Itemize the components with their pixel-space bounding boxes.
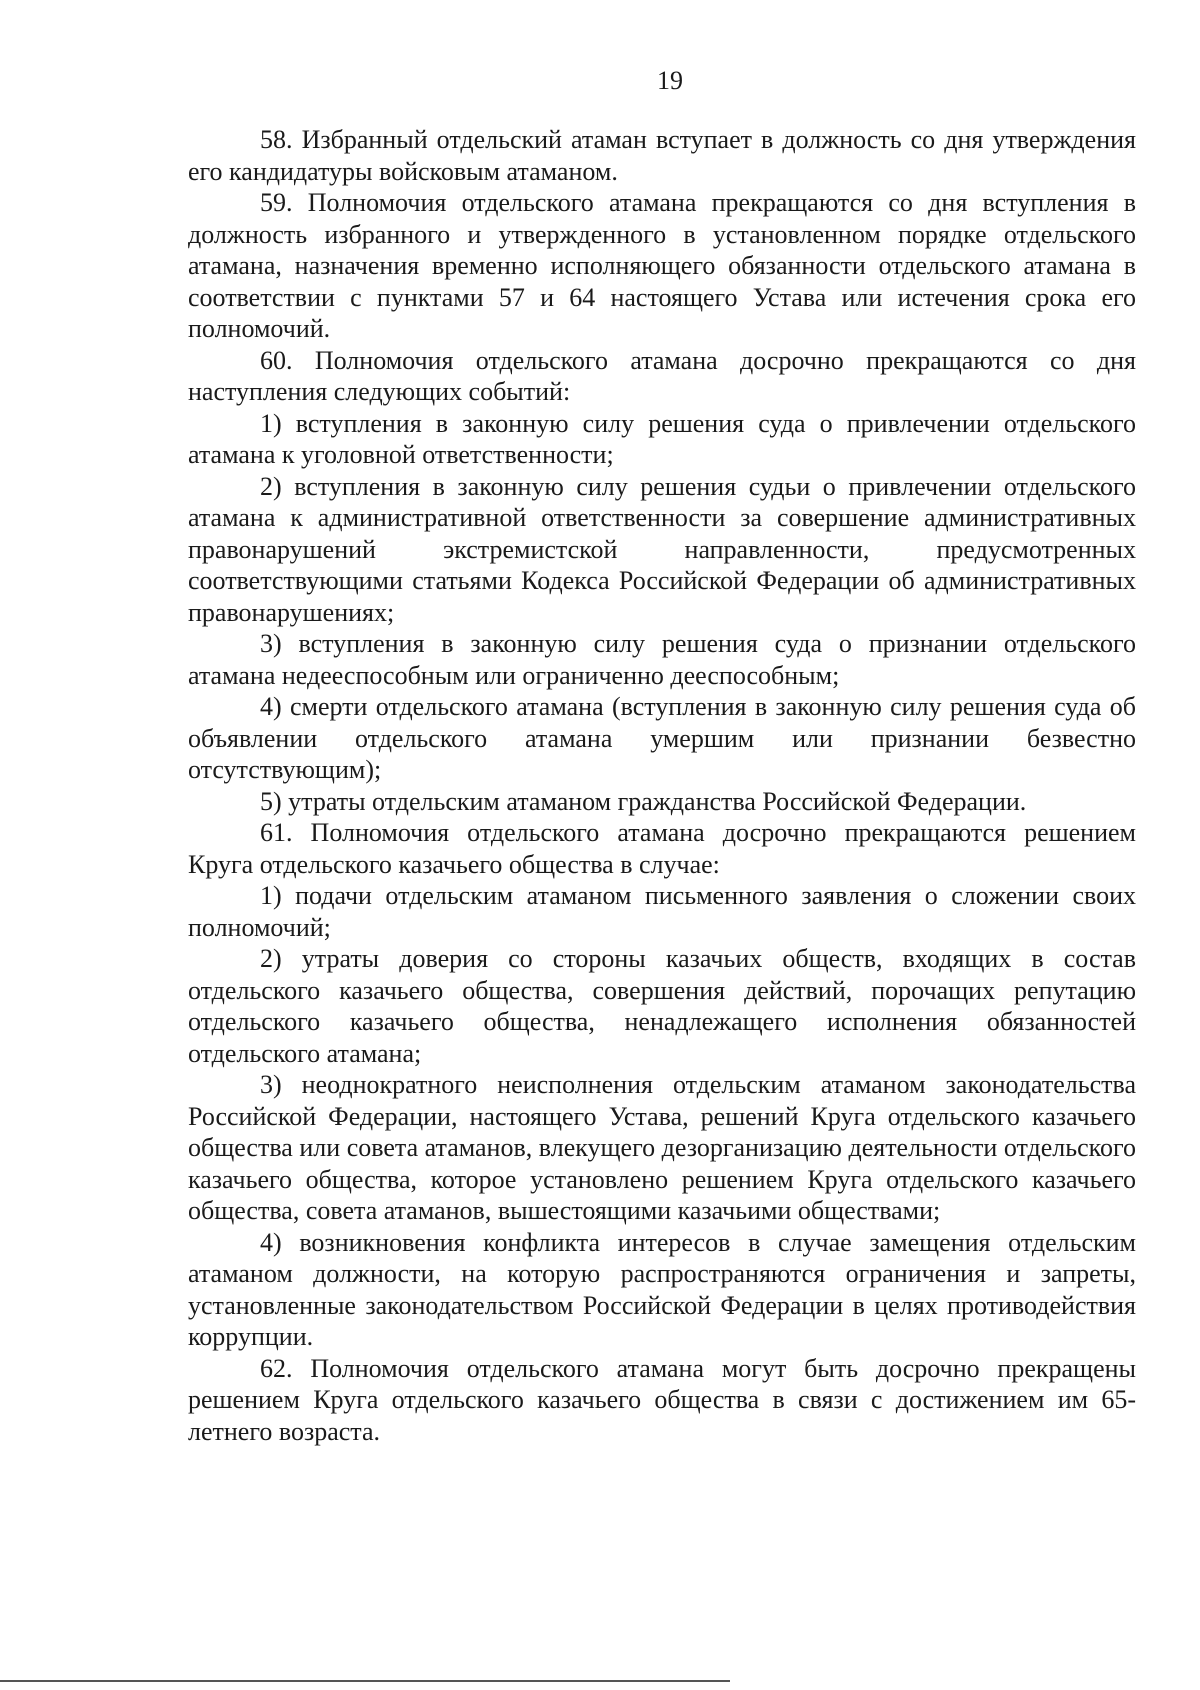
paragraph-60-item-3: 3) вступления в законную силу решения суда о признании отдельского атамана недееспособным или ограниченно дееспособным; (188, 629, 1136, 690)
paragraph-60-item-1: 1) вступления в законную силу решения суда о привлечении отдельского атамана к уголовной ответственности; (188, 408, 1136, 469)
paragraph-61-item-3: 3) неоднократного неисполнения отдельским атаманом законодательства Российской Федерации, настоящего Устава, решений Круга отдельского казачьего общества или совета атаманов, влекущего дезорганизацию деятельности отдельского казачьего общества, которое установлено решением Круга отдельского казачьего общества, совета атаманов, вышестоящими казачьими обществами; (188, 1070, 1136, 1225)
bottom-divider (0, 1680, 730, 1682)
paragraph-60-item-4: 4) смерти отдельского атамана (вступления в законную силу решения суда об объявлении отдельского атамана умершим или признании безвестно отсутствующим); (188, 692, 1136, 784)
paragraph-61-item-1: 1) подачи отдельским атаманом письменного заявления о сложении своих полномочий; (188, 881, 1136, 942)
paragraph-61: 61. Полномочия отдельского атамана досрочно прекращаются решением Круга отдельского казачьего общества в случае: (188, 818, 1136, 879)
document-body (188, 124, 1136, 1447)
paragraph-58: 58. Избранный отдельский атаман вступает в должность со дня утверждения его кандидатуры войсковым атаманом. (188, 125, 1136, 186)
paragraph-62: 62. Полномочия отдельского атамана могут быть досрочно прекращены решением Круга отдельского казачьего общества в связи с достижением им 65-летнего возраста. (188, 1353, 1136, 1446)
paragraph-61-item-4: 4) возникновения конфликта интересов в случае замещения отдельским атаманом должности, на которую распространяются ограничения и запреты, установленные законодательством Российской Федерации в целях противодействия коррупции. (188, 1227, 1136, 1351)
paragraph-60-item-2: 2) вступления в законную силу решения судьи о привлечении отдельского атамана к административной ответственности за совершение административных правонарушений экстремистской направленности, предусмотренных соответствующими статьями Кодекса Российской Федерации об административных правонарушениях; (188, 471, 1136, 627)
paragraph-60: 60. Полномочия отдельского атамана досрочно прекращаются со дня наступления следующих событий: (188, 345, 1136, 406)
page-number: 19 (657, 66, 683, 95)
paragraph-59: 59. Полномочия отдельского атамана прекращаются со дня вступления в должность избранного и утвержденного в установленном порядке отдельского атамана, назначения временно исполняющего обязанности отдельского атамана в соответствии с пунктами 57 и 64 настоящего Устава или истечения срока его полномочий. (188, 188, 1136, 343)
paragraph-60-item-5: 5) утраты отдельским атаманом гражданства Российской Федерации. (260, 786, 1027, 816)
paragraph-61-item-2: 2) утраты доверия со стороны казачьих обществ, входящих в состав отдельского казачьего общества, совершения действий, порочащих репутацию отдельского казачьего общества, ненадлежащего исполнения обязанностей отдельского атамана; (188, 944, 1136, 1068)
